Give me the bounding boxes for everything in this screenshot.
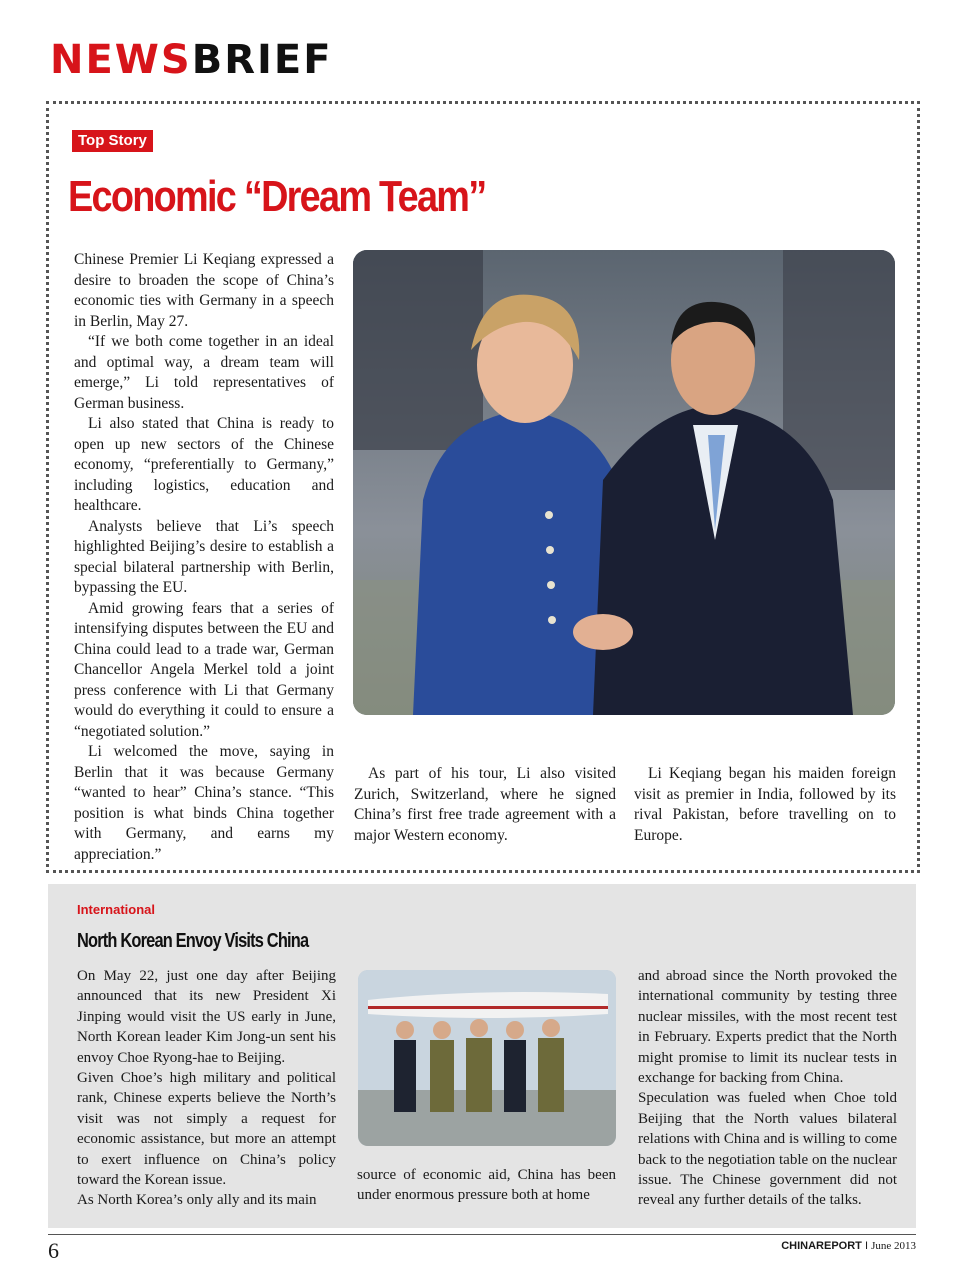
top-story-column-2 <box>354 764 616 846</box>
international-column-2 <box>357 1165 616 1206</box>
footer-rule <box>48 1234 916 1235</box>
issue-date: June 2013 <box>871 1240 916 1252</box>
top-story-tag: Top Story <box>72 130 153 152</box>
merkel-li-handshake-photo <box>353 250 895 715</box>
masthead <box>50 36 333 84</box>
top-story-column-3 <box>634 764 896 846</box>
delegation-illustration <box>358 970 616 1146</box>
footer-separator: I <box>864 1240 869 1252</box>
page-number: 6 <box>48 1238 59 1263</box>
photo-illustration <box>353 250 895 715</box>
paragraph: Li also stated that China is ready to open up new sectors of the Chinese economy, “preferentially to Germany,” including logistics, education and healthcare. <box>74 415 334 514</box>
paragraph: Analysts believe that Li’s speech highlighted Beijing’s desire to establish a special bilateral partnership with Berlin, bypassing the EU. <box>74 517 334 596</box>
paragraph: Amid growing fears that a series of intensifying disputes between the EU and China could lead to a trade war, German Chancellor Angela Merkel told a joint press conference with Li that Germany would do everything it could to ensure a “negotiated solution.” <box>74 599 334 740</box>
masthead-news: NEWS <box>50 37 192 83</box>
paragraph: “If we both come together in an ideal and optimal way, a dream team will emerge,” Li told representatives of German business. <box>74 333 334 412</box>
international-label: International <box>77 902 156 917</box>
north-korean-delegation-photo <box>358 970 616 1146</box>
publication-name: CHINAREPORT <box>781 1240 862 1252</box>
paragraph: On May 22, just one day after Beijing announced that its new President Xi Jinping would visit the US early in June, North Korean leader Kim Jong-un sent his envoy Choe Ryong-hae to Beijing. <box>77 968 336 1066</box>
paragraph: Chinese Premier Li Keqiang expressed a desire to broaden the scope of China’s economic ties with Germany in a speech in Berlin, May 27. <box>74 251 334 330</box>
paragraph: As North Korea’s only ally and its main <box>77 1192 317 1209</box>
top-story-column-1 <box>74 250 334 865</box>
paragraph: Given Choe’s high military and political rank, Chinese experts believe the North’s visit was not simply a request for economic assistance, but more an attempt to exert influence on China’s policy toward the Korean issue. <box>77 1070 336 1189</box>
top-story-headline: Economic “Dream Team” <box>68 172 486 221</box>
paragraph: Li welcomed the move, saying in Berlin that it was because Germany “wanted to hear” China’s stance. “This position is what binds China together with Germany, and earns my appreciation.” <box>74 743 334 863</box>
masthead-brief: BRIEF <box>191 37 333 83</box>
paragraph: Speculation was fueled when Choe told Beijing that the North values bilateral relations with China and is willing to come back to the negotiation table on the nuclear issue. The Chinese government did not reveal any further details of the talks. <box>638 1090 897 1209</box>
paragraph: As part of his tour, Li also visited Zurich, Switzerland, where he signed China’s first free trade agreement with a major Western economy. <box>354 765 616 844</box>
international-headline: North Korean Envoy Visits China <box>77 930 309 952</box>
paragraph: and abroad since the North provoked the international community by testing three nuclear missiles, with the most recent test in February. Experts predict that the North might promise to limit its nuclear tests in exchange for backing from China. <box>638 968 897 1087</box>
footer-brand <box>781 1240 916 1252</box>
international-column-1 <box>77 966 336 1211</box>
paragraph: source of economic aid, China has been under enormous pressure both at home <box>357 1167 616 1204</box>
paragraph: Li Keqiang began his maiden foreign visit as premier in India, followed by its rival Pakistan, before travelling on to Europe. <box>634 765 896 844</box>
international-column-3 <box>638 966 897 1211</box>
